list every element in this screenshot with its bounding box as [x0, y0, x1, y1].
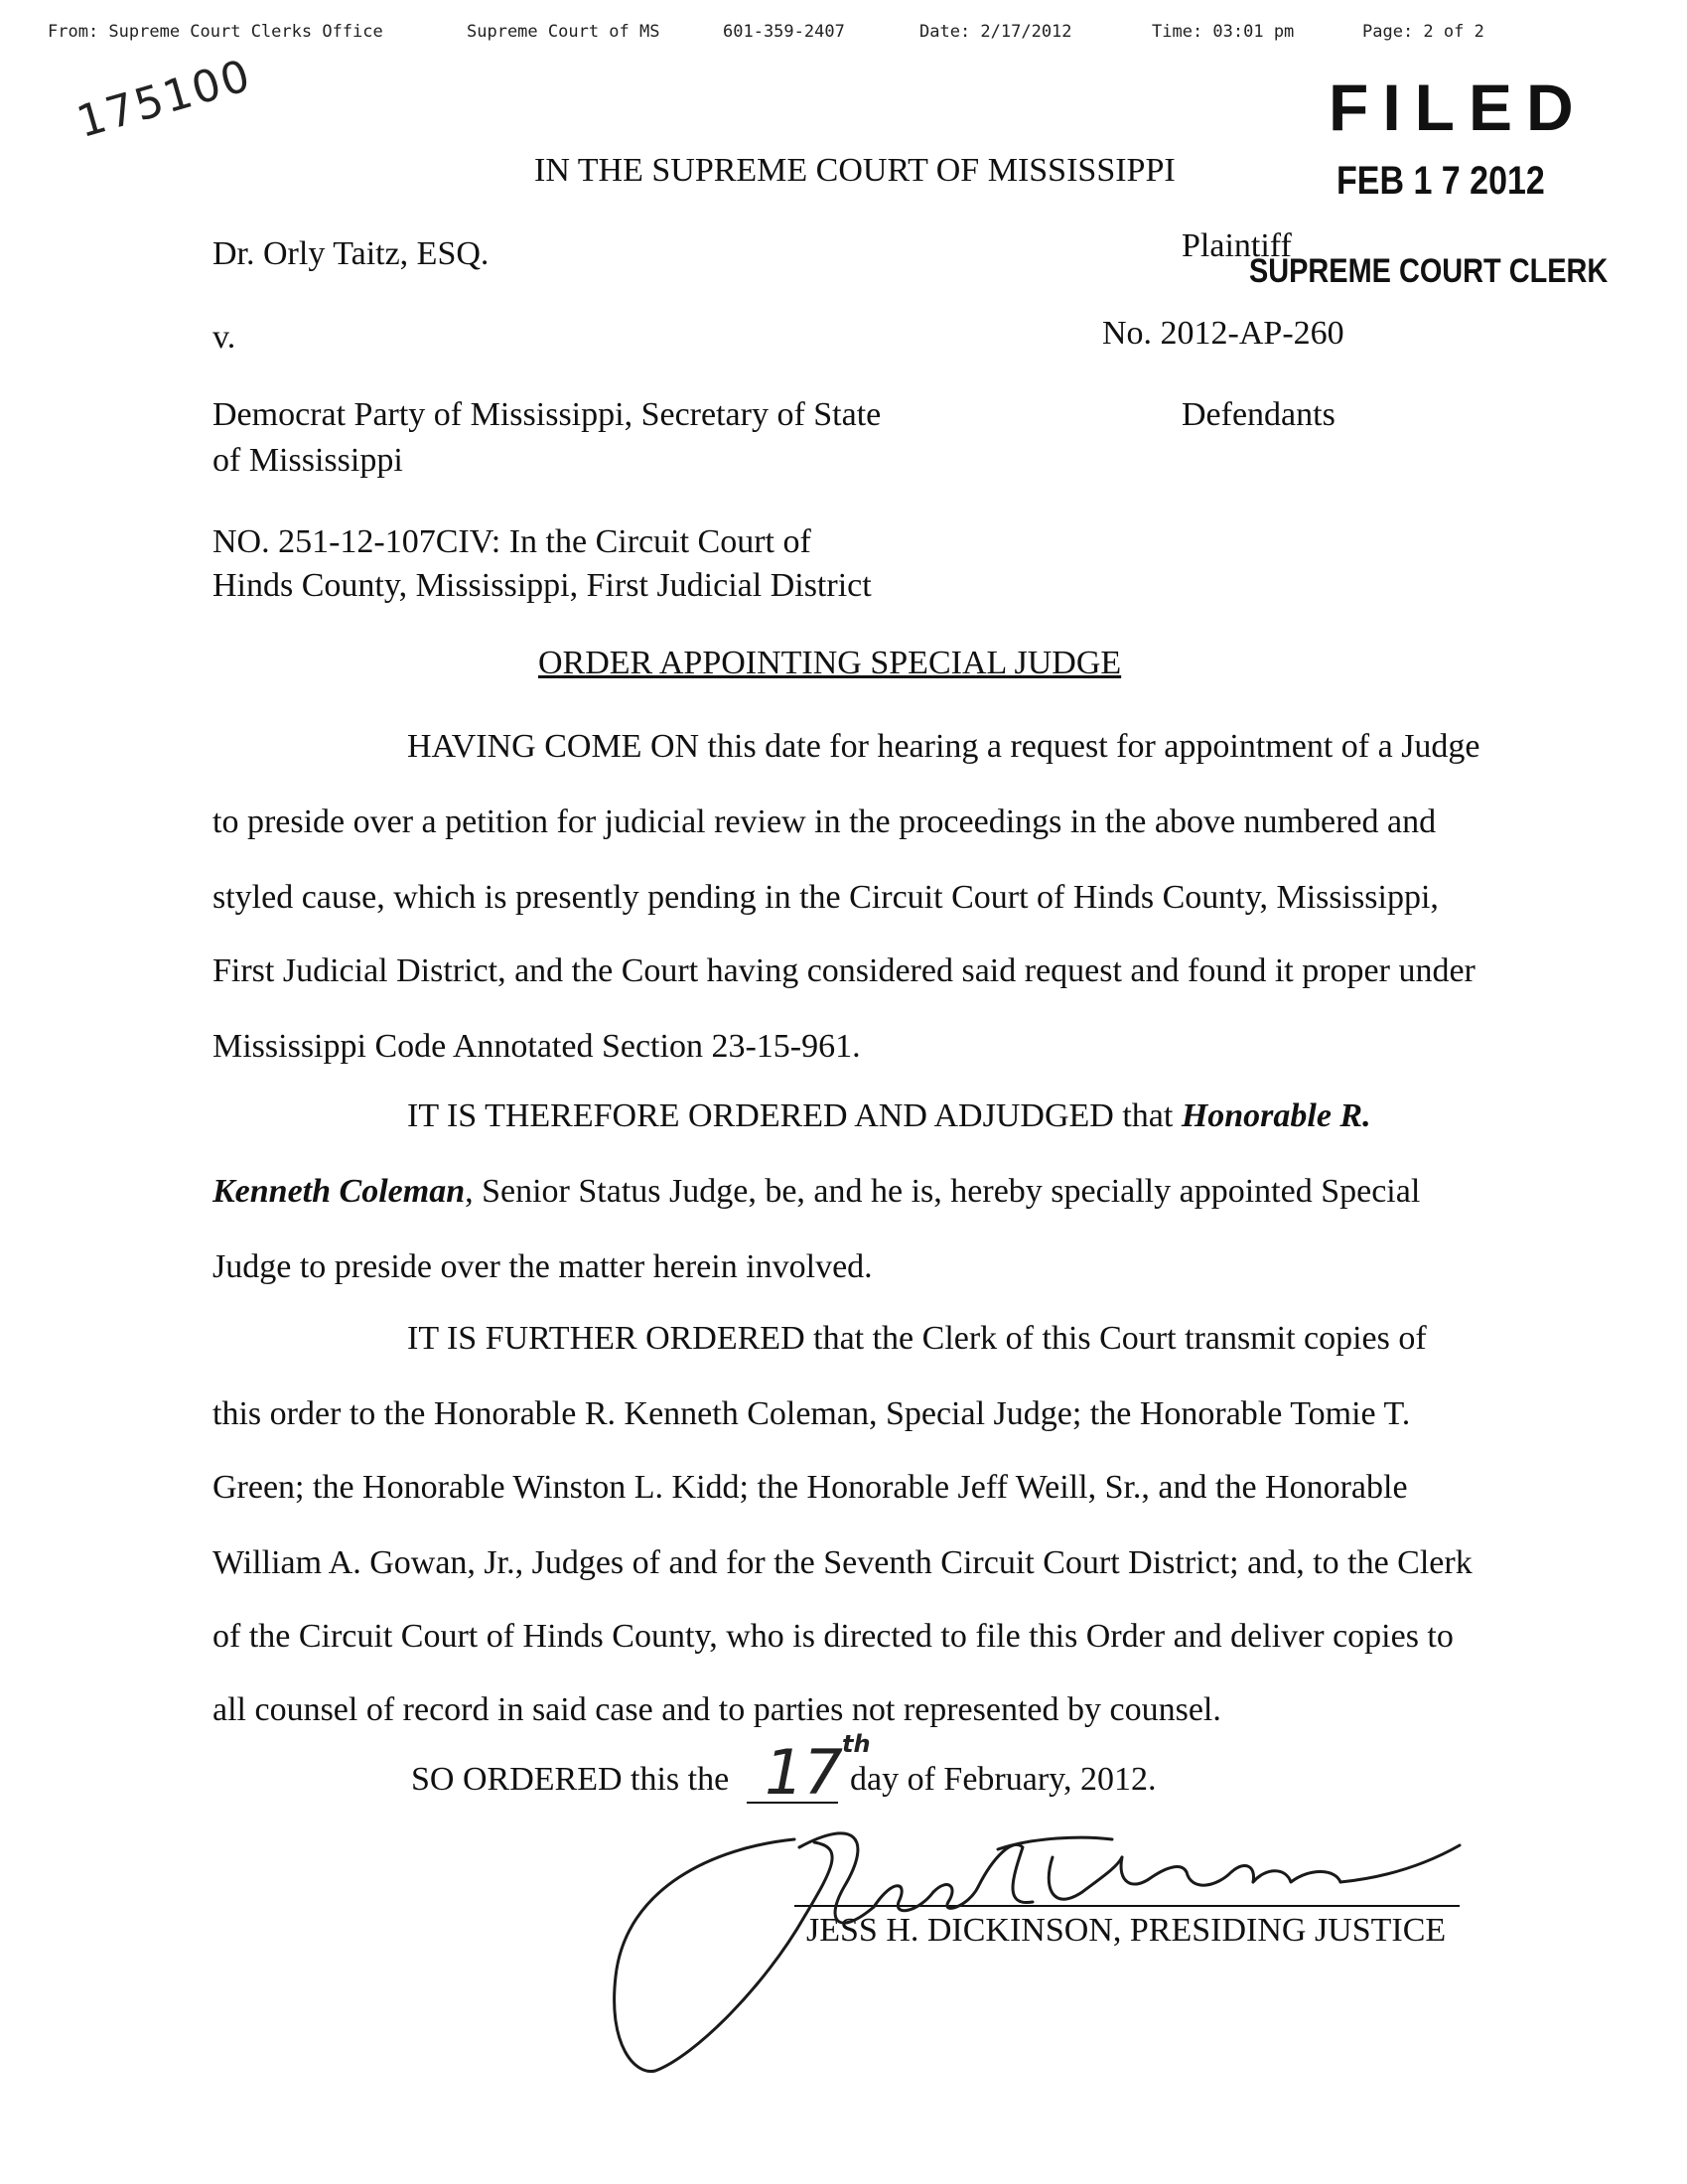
paragraph-1-line: to preside over a petition for judicial review in the proceedings in the above numbered and	[212, 803, 1437, 840]
defendant-role: Defendants	[1182, 396, 1336, 433]
so-ordered-date: day of February, 2012.	[850, 1761, 1157, 1798]
paragraph-2-line: Judge to preside over the matter herein involved.	[212, 1248, 873, 1285]
paragraph-1-line: Mississippi Code Annotated Section 23-15-961.	[212, 1028, 861, 1065]
judge-name-part-1: Honorable R.	[1181, 1097, 1371, 1134]
plaintiff-name: Dr. Orly Taitz, ESQ.	[212, 235, 490, 272]
lower-case-line-2: Hinds County, Mississippi, First Judicial District	[212, 567, 872, 604]
paragraph-3-line: this order to the Honorable R. Kenneth Coleman, Special Judge; the Honorable Tomie T.	[212, 1395, 1411, 1432]
paragraph-3-line: Green; the Honorable Winston L. Kidd; the Honorable Jeff Weill, Sr., and the Honorable	[212, 1469, 1408, 1506]
fax-from: From: Supreme Court Clerks Office	[48, 22, 383, 42]
filed-stamp: FILED	[1329, 71, 1588, 144]
so-ordered-text: SO ORDERED this the	[411, 1761, 730, 1798]
versus: v.	[212, 319, 236, 356]
fax-page: Page: 2 of 2	[1362, 22, 1484, 42]
paragraph-3-line: William A. Gowan, Jr., Judges of and for the Seventh Circuit Court District; and, to the Clerk	[212, 1544, 1473, 1581]
court-heading: IN THE SUPREME COURT OF MISSISSIPPI	[534, 152, 1176, 189]
paragraph-3-line: of the Circuit Court of Hinds County, who is directed to file this Order and deliver copies to	[212, 1618, 1454, 1655]
paragraph-1-line: First Judicial District, and the Court having considered said request and found it proper under	[212, 952, 1476, 989]
defendant-line-1: Democrat Party of Mississippi, Secretary of State	[212, 396, 882, 433]
judge-name-part-2: Kenneth Coleman	[212, 1173, 466, 1210]
lower-case-line-1: NO. 251-12-107CIV: In the Circuit Court of	[212, 523, 811, 560]
handwritten-case-number: 175100	[71, 50, 258, 149]
paragraph-1-line: HAVING COME ON this date for hearing a request for appointment of a Judge	[407, 728, 1480, 765]
paragraph-3-line: all counsel of record in said case and to parties not represented by counsel.	[212, 1691, 1221, 1728]
order-title: ORDER APPOINTING SPECIAL JUDGE	[538, 645, 1122, 681]
filed-date: FEB 1 7 2012	[1336, 159, 1545, 203]
case-number: No. 2012-AP-260	[1102, 315, 1344, 352]
plaintiff-role: Plaintiff	[1182, 227, 1292, 264]
defendant-line-2: of Mississippi	[212, 442, 403, 479]
fax-phone: 601-359-2407	[723, 22, 845, 42]
appointment-text: , Senior Status Judge, be, and he is, hereby specially appointed Special	[465, 1173, 1421, 1210]
handwritten-day-suffix: th	[842, 1730, 871, 1758]
paragraph-3-line: IT IS FURTHER ORDERED that the Clerk of this Court transmit copies of	[407, 1320, 1427, 1357]
signatory-name: JESS H. DICKINSON, PRESIDING JUSTICE	[806, 1912, 1447, 1949]
paragraph-1-line: styled cause, which is presently pending in the Circuit Court of Hinds County, Mississippi,	[212, 879, 1439, 916]
ordered-text: IT IS THEREFORE ORDERED AND ADJUDGED that	[407, 1097, 1182, 1134]
fax-court: Supreme Court of MS	[467, 22, 660, 42]
fax-date: Date: 2/17/2012	[919, 22, 1072, 42]
clerk-stamp: SUPREME COURT CLERK	[1249, 252, 1609, 290]
handwritten-day: 17	[765, 1736, 843, 1809]
fax-time: Time: 03:01 pm	[1152, 22, 1295, 42]
